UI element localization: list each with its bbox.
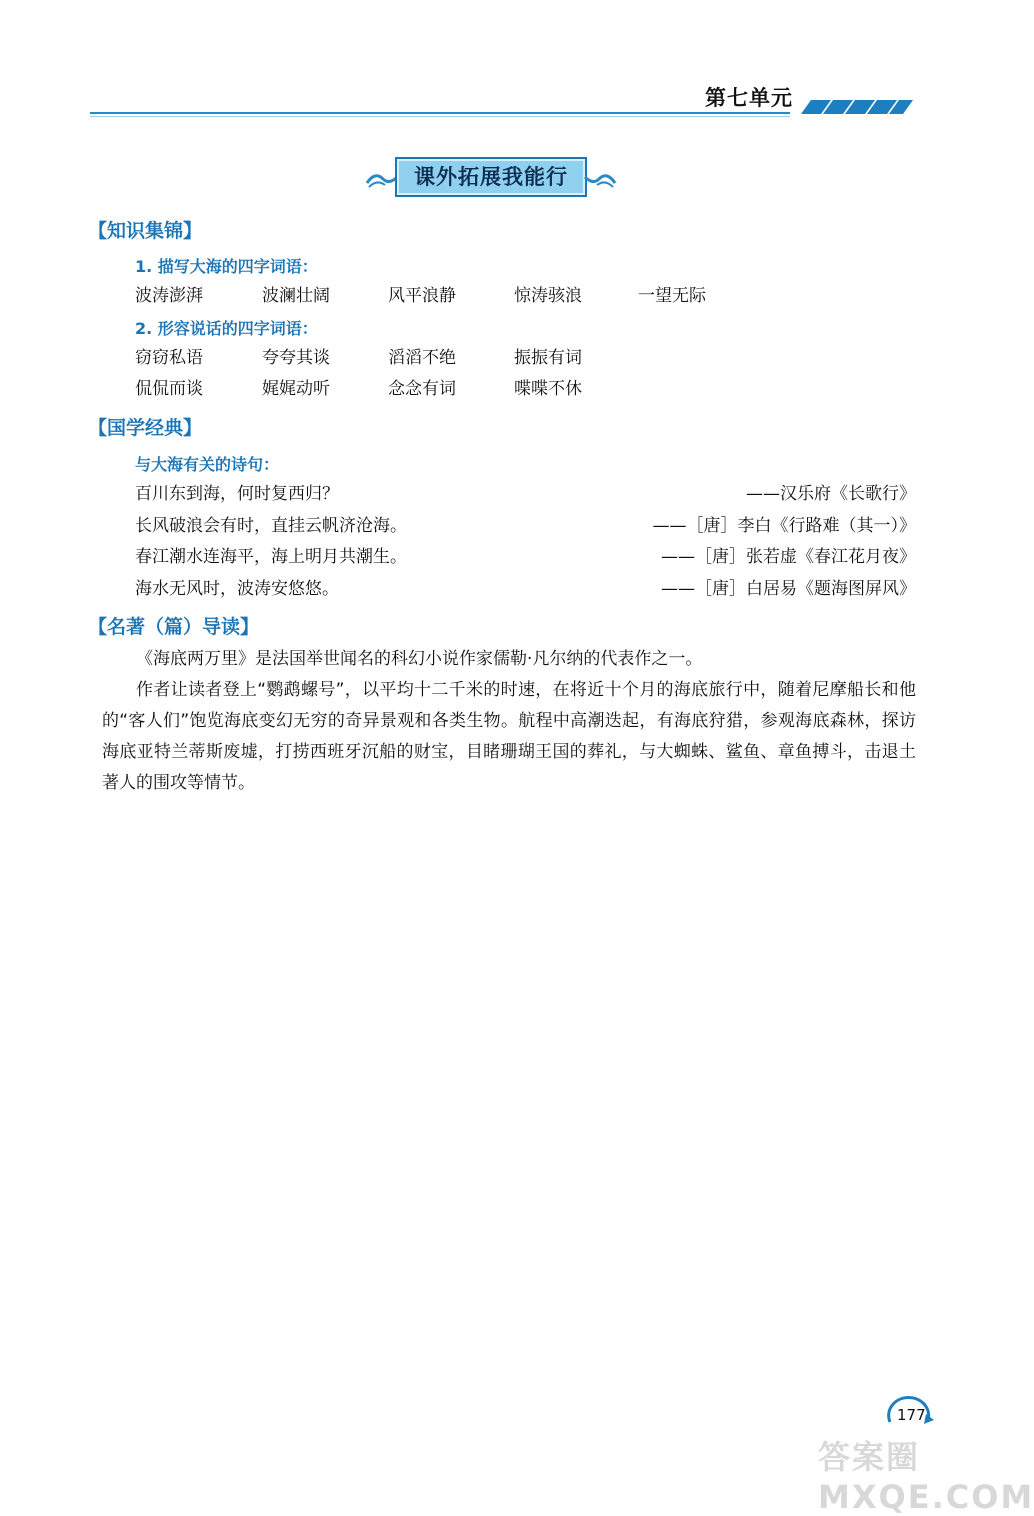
unit-title: 第七单元 [705, 86, 793, 110]
poem-line: 百川东到海，何时复西归？ [135, 484, 339, 504]
word-item: 侃侃而谈 [135, 379, 203, 399]
reading-paragraph-1: 《海底两万里》是法国举世闻名的科幻小说作家儒勒·凡尔纳的代表作之一。 [136, 649, 703, 669]
word-item: 振振有词 [514, 348, 582, 368]
poem-source: ——［唐］李白《行路难（其一）》 [652, 516, 916, 536]
subheading-talk-words: 2. 形容说话的四字词语： [135, 319, 318, 338]
word-item: 念念有词 [388, 379, 456, 399]
word-item: 滔滔不绝 [388, 348, 456, 368]
word-item: 波澜壮阔 [262, 286, 330, 306]
word-item: 喋喋不休 [514, 379, 582, 399]
word-item: 风平浪静 [388, 286, 456, 306]
section-banner [365, 153, 615, 201]
reading-paragraph-2: 作者让读者登上“鹦鹉螺号”，以平均十二千米的时速，在将近十个月的海底旅行中，随着尼摩船长和他的“客人们”饱览海底变幻无穷的奇异景观和各类生物。航程中高潮迭起，有海底狩猎，参观海底森林，探访海底亚特兰蒂斯废墟，打捞西班牙沉船的财宝，目睹珊瑚王国的葬礼，与大蜘蛛、鲨鱼、章鱼搏斗，击退土著人的围攻等情节。 [102, 680, 916, 793]
subheading-sea-words: 1. 描写大海的四字词语： [135, 257, 318, 276]
banner-title: 课外拓展我能行 [414, 165, 568, 189]
poem-line: 海水无风时，波涛安悠悠。 [135, 579, 339, 599]
poem-source: ——［唐］张若虚《春江花月夜》 [661, 547, 916, 567]
word-item: 夸夸其谈 [262, 348, 330, 368]
header-rule-thin [90, 116, 790, 117]
poem-line: 长风破浪会有时，直挂云帆济沧海。 [135, 516, 407, 536]
section-heading-reading: 【名著（篇）导读】 [88, 616, 260, 638]
watermark: 答案圈 MXQE.COM [818, 1438, 1034, 1516]
wave-left-icon [365, 169, 399, 189]
header-stripes-icon [795, 96, 915, 116]
poem-line: 春江潮水连海平，海上明月共潮生。 [135, 547, 407, 567]
page-number: 177 [897, 1406, 926, 1424]
word-item: 惊涛骇浪 [514, 286, 582, 306]
wave-right-icon [583, 169, 617, 189]
word-item: 窃窃私语 [135, 348, 203, 368]
word-item: 娓娓动听 [262, 379, 330, 399]
section-heading-knowledge: 【知识集锦】 [88, 220, 203, 242]
word-item: 一望无际 [638, 286, 706, 306]
header-rule [90, 112, 790, 114]
section-heading-classics: 【国学经典】 [88, 417, 203, 439]
poem-source: ——汉乐府《长歌行》 [746, 484, 916, 504]
subheading-poems: 与大海有关的诗句： [135, 455, 280, 474]
poem-source: ——［唐］白居易《题海图屏风》 [661, 579, 916, 599]
word-item: 波涛澎湃 [135, 286, 203, 306]
